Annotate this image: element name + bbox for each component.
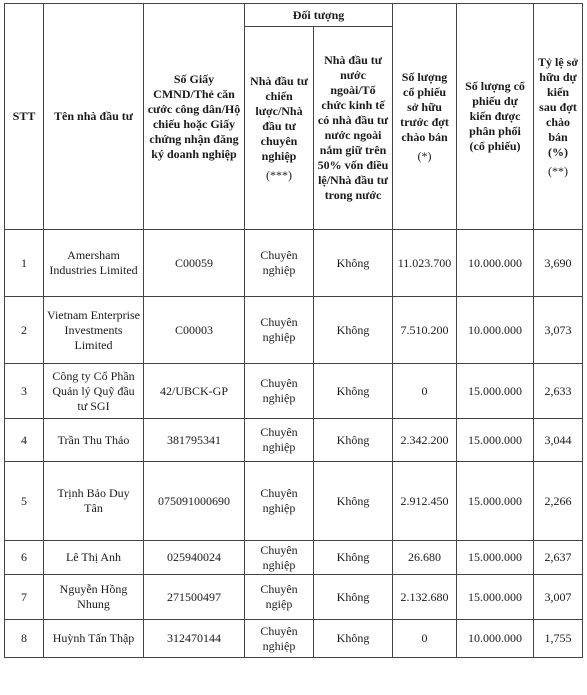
cell-stt: 1 <box>5 230 44 297</box>
header-ownership-after-note: (**) <box>548 163 569 178</box>
cell-foreign: Không <box>314 462 393 541</box>
header-strategic-note: (***) <box>266 167 292 182</box>
cell-stt: 5 <box>5 462 44 541</box>
cell-foreign: Không <box>314 541 393 575</box>
table-body <box>5 230 583 658</box>
cell-investor-name: Lê Thị Anh <box>44 541 144 575</box>
header-stt: STT <box>5 4 44 230</box>
cell-ownership-after: 2,637 <box>534 541 583 575</box>
cell-id-number: C00003 <box>144 297 245 364</box>
cell-investor-name: Trần Thu Thảo <box>44 419 144 462</box>
cell-id-number: 025940024 <box>144 541 245 575</box>
investor-table <box>4 3 583 658</box>
table-row <box>5 620 583 658</box>
cell-stt: 7 <box>5 575 44 620</box>
cell-investor-type: Chuyên nghiệp <box>245 364 314 419</box>
cell-investor-type: Chuyên nghiệp <box>245 462 314 541</box>
cell-shares-allocated: 15.000.000 <box>457 575 534 620</box>
header-strategic <box>245 27 314 230</box>
header-foreign: Nhà đầu tư nước ngoài/Tổ chức kinh tế có nhà đầu tư nước ngoài nắm giữ trên 50% vốn điều lệ/Nhà đầu tư trong nước <box>314 27 393 230</box>
cell-shares-allocated: 15.000.000 <box>457 541 534 575</box>
cell-id-number: 312470144 <box>144 620 245 658</box>
cell-investor-type: Chuyên nghiệp <box>245 297 314 364</box>
header-shares-allocated: Số lượng cổ phiếu dự kiến được phân phối (cổ phiếu) <box>457 4 534 230</box>
cell-shares-before: 2.912.450 <box>393 462 457 541</box>
cell-shares-before: 26.680 <box>393 541 457 575</box>
cell-investor-type: Chuyên nghiệp <box>245 541 314 575</box>
header-ownership-after <box>534 4 583 230</box>
cell-foreign: Không <box>314 419 393 462</box>
header-investor-name: Tên nhà đầu tư <box>44 4 144 230</box>
cell-foreign: Không <box>314 297 393 364</box>
cell-investor-name: Huỳnh Tấn Thập <box>44 620 144 658</box>
cell-shares-allocated: 10.000.000 <box>457 620 534 658</box>
investor-table-container <box>4 3 583 658</box>
table-row <box>5 462 583 541</box>
cell-shares-allocated: 10.000.000 <box>457 230 534 297</box>
cell-stt: 2 <box>5 297 44 364</box>
cell-shares-before: 7.510.200 <box>393 297 457 364</box>
cell-shares-before: 0 <box>393 620 457 658</box>
table-row <box>5 230 583 297</box>
cell-investor-type: Chuyên nghiệp <box>245 230 314 297</box>
table-header <box>5 4 583 230</box>
table-row <box>5 575 583 620</box>
cell-foreign: Không <box>314 620 393 658</box>
cell-stt: 8 <box>5 620 44 658</box>
cell-shares-before: 2.342.200 <box>393 419 457 462</box>
cell-shares-allocated: 15.000.000 <box>457 419 534 462</box>
cell-foreign: Không <box>314 364 393 419</box>
cell-shares-allocated: 15.000.000 <box>457 462 534 541</box>
cell-investor-name: Nguyễn Hồng Nhung <box>44 575 144 620</box>
header-shares-before <box>393 4 457 230</box>
cell-investor-type: Chuyên nghiệp <box>245 419 314 462</box>
header-id-number: Số Giấy CMND/Thẻ căn cước công dân/Hộ chiếu hoặc Giấy chứng nhận đăng ký doanh nghiệp <box>144 4 245 230</box>
cell-shares-allocated: 15.000.000 <box>457 364 534 419</box>
cell-ownership-after: 3,690 <box>534 230 583 297</box>
cell-shares-before: 2.132.680 <box>393 575 457 620</box>
cell-ownership-after: 1,755 <box>534 620 583 658</box>
header-shares-before-note: (*) <box>417 148 432 163</box>
cell-stt: 6 <box>5 541 44 575</box>
cell-ownership-after: 3,044 <box>534 419 583 462</box>
cell-ownership-after: 2,266 <box>534 462 583 541</box>
cell-foreign: Không <box>314 575 393 620</box>
cell-ownership-after: 3,007 <box>534 575 583 620</box>
cell-id-number: C00059 <box>144 230 245 297</box>
cell-investor-name: Trịnh Bảo Duy Tân <box>44 462 144 541</box>
cell-id-number: 42/UBCK-GP <box>144 364 245 419</box>
header-shares-before-label: Số lượng cổ phiếu sở hữu trước đợt chào bán <box>400 69 449 144</box>
cell-investor-type: Chuyên nghiệp <box>245 620 314 658</box>
cell-ownership-after: 2,633 <box>534 364 583 419</box>
cell-foreign: Không <box>314 230 393 297</box>
cell-id-number: 271500497 <box>144 575 245 620</box>
cell-id-number: 075091000690 <box>144 462 245 541</box>
cell-shares-allocated: 10.000.000 <box>457 297 534 364</box>
table-row <box>5 297 583 364</box>
cell-stt: 3 <box>5 364 44 419</box>
table-row <box>5 419 583 462</box>
cell-investor-type: Chuyên ngiệp <box>245 575 314 620</box>
cell-investor-name: Công ty Cổ Phần Quản lý Quỹ đầu tư SGI <box>44 364 144 419</box>
cell-id-number: 381795341 <box>144 419 245 462</box>
header-strategic-label: Nhà đầu tư chiến lược/Nhà đầu tư chuyên nghiệp <box>250 73 308 163</box>
header-subject-group: Đối tượng <box>245 4 393 27</box>
table-row <box>5 541 583 575</box>
cell-investor-name: Vietnam Enterprise Investments Limited <box>44 297 144 364</box>
cell-ownership-after: 3,073 <box>534 297 583 364</box>
table-row <box>5 364 583 419</box>
cell-investor-name: Amersham Industries Limited <box>44 230 144 297</box>
cell-shares-before: 0 <box>393 364 457 419</box>
cell-stt: 4 <box>5 419 44 462</box>
cell-shares-before: 11.023.700 <box>393 230 457 297</box>
header-ownership-after-label: Tỷ lệ sở hữu dự kiến sau đợt chào bán (%) <box>538 54 578 159</box>
